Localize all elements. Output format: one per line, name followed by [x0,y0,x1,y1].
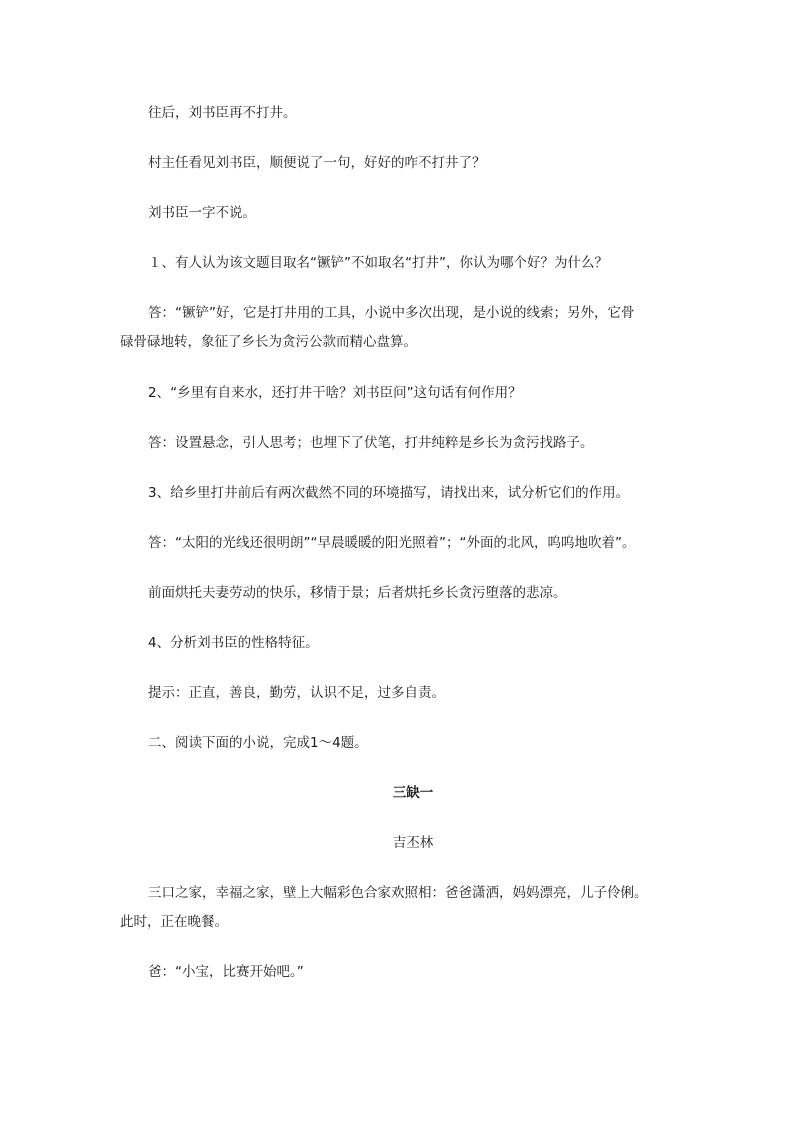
question-1: １、有人认为该文题目取名“镢铲”不如取名“打井”，你认为哪个好？为什么？ [148,255,608,271]
answer-3-continued: 前面烘托夫妻劳动的快乐，移情于景；后者烘托乡长贪污堕落的悲凉。 [148,585,567,601]
section-heading: 二、阅读下面的小说，完成1～4题。 [148,735,368,751]
paragraph-line: 刘书臣一字不说。 [148,205,256,221]
paragraph-line: 往后，刘书臣再不打井。 [148,105,297,121]
story-dialogue: 爸：“小宝，比赛开始吧。” [148,964,304,980]
story-paragraph-line-2: 此时，正在晚餐。 [120,914,228,930]
story-paragraph-line-1: 三口之家，幸福之家，壁上大幅彩色合家欢照相：爸爸潇洒，妈妈漂亮，儿子伶俐。 [148,885,648,901]
question-3: 3、给乡里打井前后有两次截然不同的环境描写，请找出来，试分析它们的作用。 [148,485,630,501]
answer-1-line-2: 碌骨碌地转，象征了乡长为贪污公款而精心盘算。 [120,334,417,350]
question-2: 2、“乡里有自来水，还打井干啥？刘书臣问”这句话有何作用？ [148,385,522,401]
story-title: 三缺一 [392,785,434,801]
answer-2: 答：设置悬念，引人思考；也埋下了伏笔，打井纯粹是乡长为贪污找路子。 [148,435,594,451]
answer-4: 提示：正直，善良，勤劳，认识不足，过多自责。 [148,685,445,701]
answer-1-line-1: 答：“镢铲”好，它是打井用的工具，小说中多次出现，是小说的线索；另外，它骨 [148,305,635,321]
answer-3: 答：“太阳的光线还很明朗”“早晨暖暖的阳光照着”；“外面的北风，呜呜地吹着”。 [148,535,636,551]
question-4: 4、分析刘书臣的性格特征。 [148,635,319,651]
story-author: 吉丕林 [392,835,434,851]
paragraph-line: 村主任看见刘书臣，顺便说了一句，好好的咋不打井了？ [148,155,486,171]
